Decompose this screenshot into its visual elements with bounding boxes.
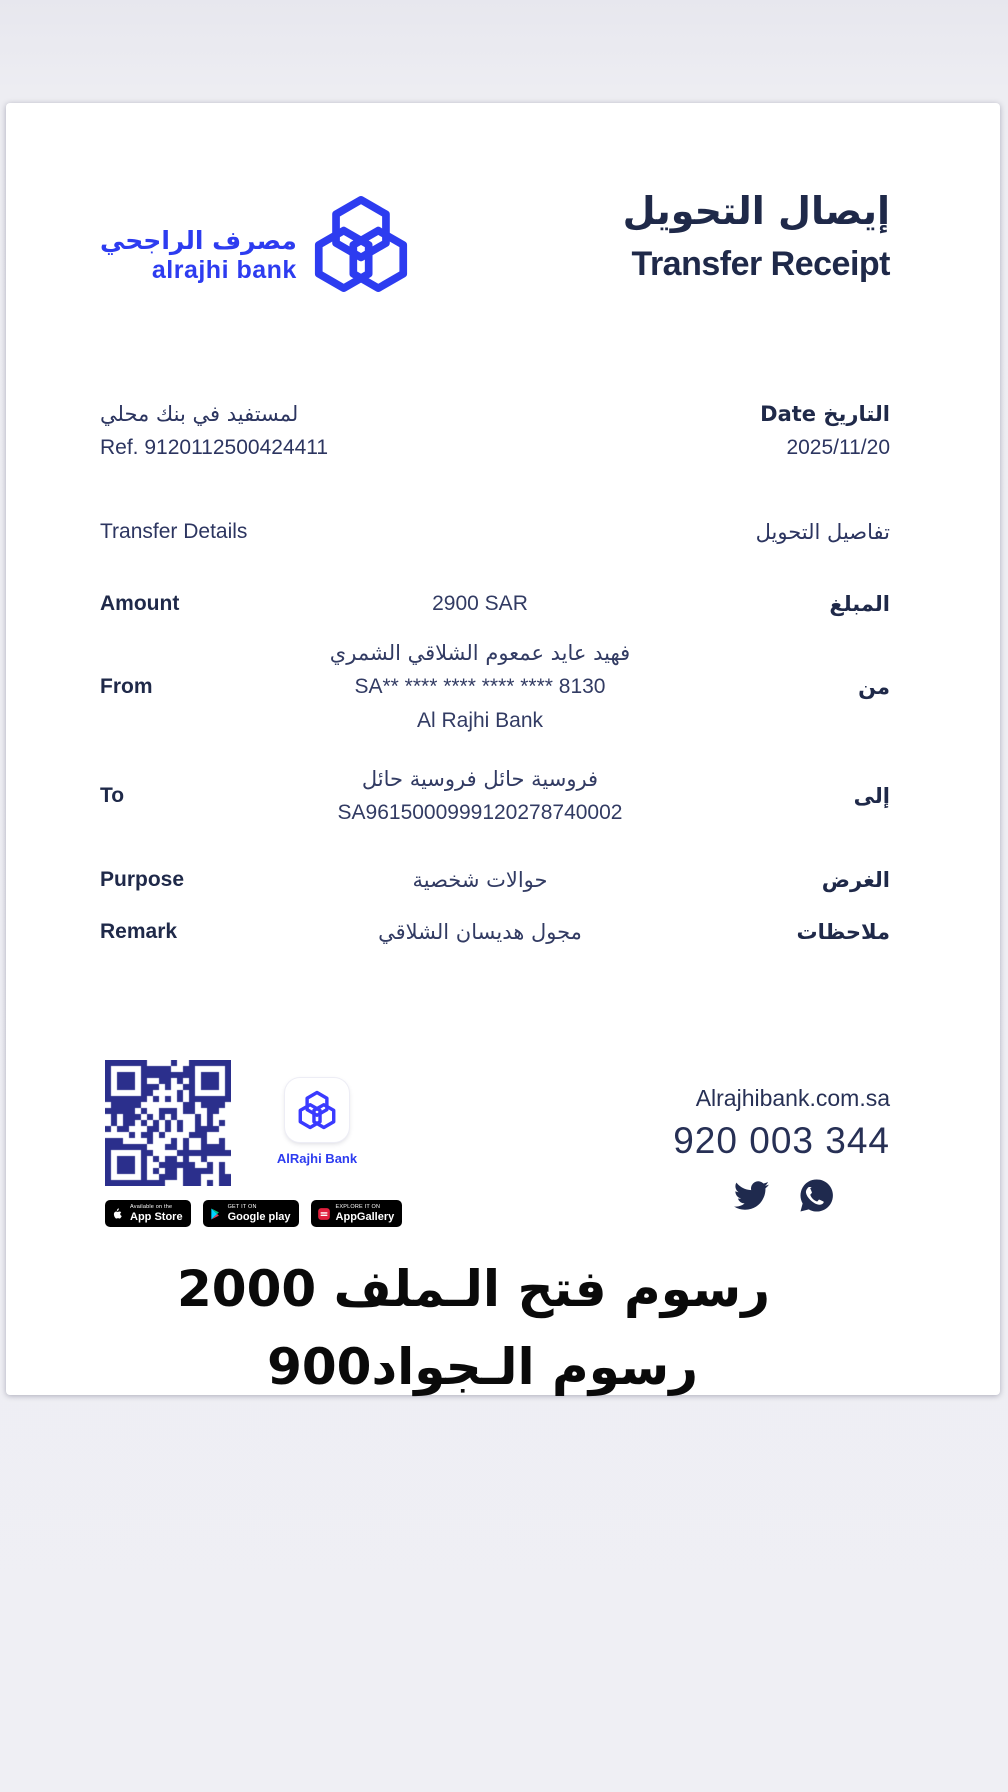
purpose-label-ar: الغرض: [821, 868, 890, 892]
store-badges: [105, 1200, 402, 1227]
phone-number[interactable]: 920 003 344: [673, 1120, 890, 1161]
receipt-page: [6, 103, 1000, 1395]
remark-label-en: Remark: [100, 920, 178, 943]
googleplay-badge[interactable]: [203, 1200, 299, 1227]
to-label-en: To: [100, 784, 125, 807]
reference-number: Ref. 9120112500424411: [100, 436, 329, 459]
meta-row: [100, 397, 890, 465]
appstore-badge-bottom: App Store: [130, 1210, 183, 1223]
details-header-ar: تفاصيل التحويل: [755, 520, 890, 544]
bank-logo: [100, 185, 409, 303]
purpose-row: [100, 863, 890, 897]
remark-value: مجول هديسان الشلاقي: [378, 920, 582, 944]
date-label-arabic: التاريخ: [823, 402, 890, 426]
remark-row: [100, 915, 890, 949]
title-arabic: إيصال التحويل: [622, 189, 890, 233]
details-header-row: [100, 520, 890, 544]
beneficiary-note: لمستفيد في بنك محلي: [100, 402, 299, 426]
alrajhi-emblem-icon: [313, 185, 409, 303]
amount-value: 2900 SAR: [432, 592, 528, 615]
from-label-en: From: [100, 675, 153, 698]
googleplay-badge-bottom: Google play: [227, 1210, 291, 1223]
appgallery-badge-top: EXPLORE IT ON: [335, 1203, 381, 1210]
remark-label-ar: ملاحظات: [796, 920, 890, 944]
googleplay-badge-top: GET IT ON: [227, 1203, 257, 1210]
alrajhi-emblem-small-icon: [298, 1088, 336, 1132]
contact-block: [673, 1085, 890, 1213]
appstore-badge[interactable]: [105, 1200, 191, 1227]
sender-account-masked: SA** **** **** **** **** 8130: [354, 675, 606, 698]
bank-name-english: alrajhi bank: [151, 256, 297, 284]
qr-code[interactable]: [105, 1060, 231, 1186]
beneficiary-name: فروسية حائل فروسية حائل: [361, 767, 599, 791]
google-play-icon: [209, 1207, 223, 1221]
app-icon-block: [262, 1078, 372, 1166]
page-title: [623, 189, 890, 284]
amount-row: [100, 587, 890, 621]
whatsapp-icon[interactable]: [799, 1178, 834, 1213]
annotation-line-1: رسوم فتح الـملف 2000: [176, 1260, 770, 1318]
appgallery-badge-bottom: AppGallery: [335, 1210, 395, 1223]
appstore-badge-top: Available on the: [130, 1203, 173, 1210]
from-row: [100, 636, 890, 738]
title-english: Transfer Receipt: [631, 244, 890, 283]
details-header-en: Transfer Details: [100, 520, 248, 543]
bank-name-arabic: مصرف الراجحي: [100, 226, 297, 256]
amount-label-en: Amount: [100, 592, 180, 615]
appgallery-badge[interactable]: [311, 1200, 403, 1227]
date-label-english: Date: [760, 402, 817, 426]
annotation-line-2: رسوم الـجواد900: [267, 1338, 698, 1396]
date-label: [760, 397, 890, 431]
purpose-label-en: Purpose: [100, 868, 185, 891]
appgallery-icon: [317, 1207, 331, 1221]
sender-bank: Al Rajhi Bank: [416, 709, 544, 732]
alrajhi-app-icon: [285, 1078, 349, 1142]
date-value: 2025/11/20: [786, 436, 890, 459]
apple-icon: [111, 1207, 125, 1221]
app-icon-label: AlRajhi Bank: [276, 1151, 358, 1166]
to-label-ar: إلى: [853, 784, 890, 808]
purpose-value: حوالات شخصية: [412, 868, 548, 892]
beneficiary-iban: SA9615000999120278740002: [337, 801, 623, 824]
website-link[interactable]: Alrajhibank.com.sa: [695, 1085, 890, 1111]
from-label-ar: من: [858, 675, 890, 699]
amount-label-ar: المبلغ: [829, 592, 890, 616]
twitter-icon[interactable]: [734, 1178, 769, 1213]
to-row: [100, 762, 890, 830]
sender-name: فهيد عايد عمعوم الشلاقي الشمري: [329, 641, 631, 665]
